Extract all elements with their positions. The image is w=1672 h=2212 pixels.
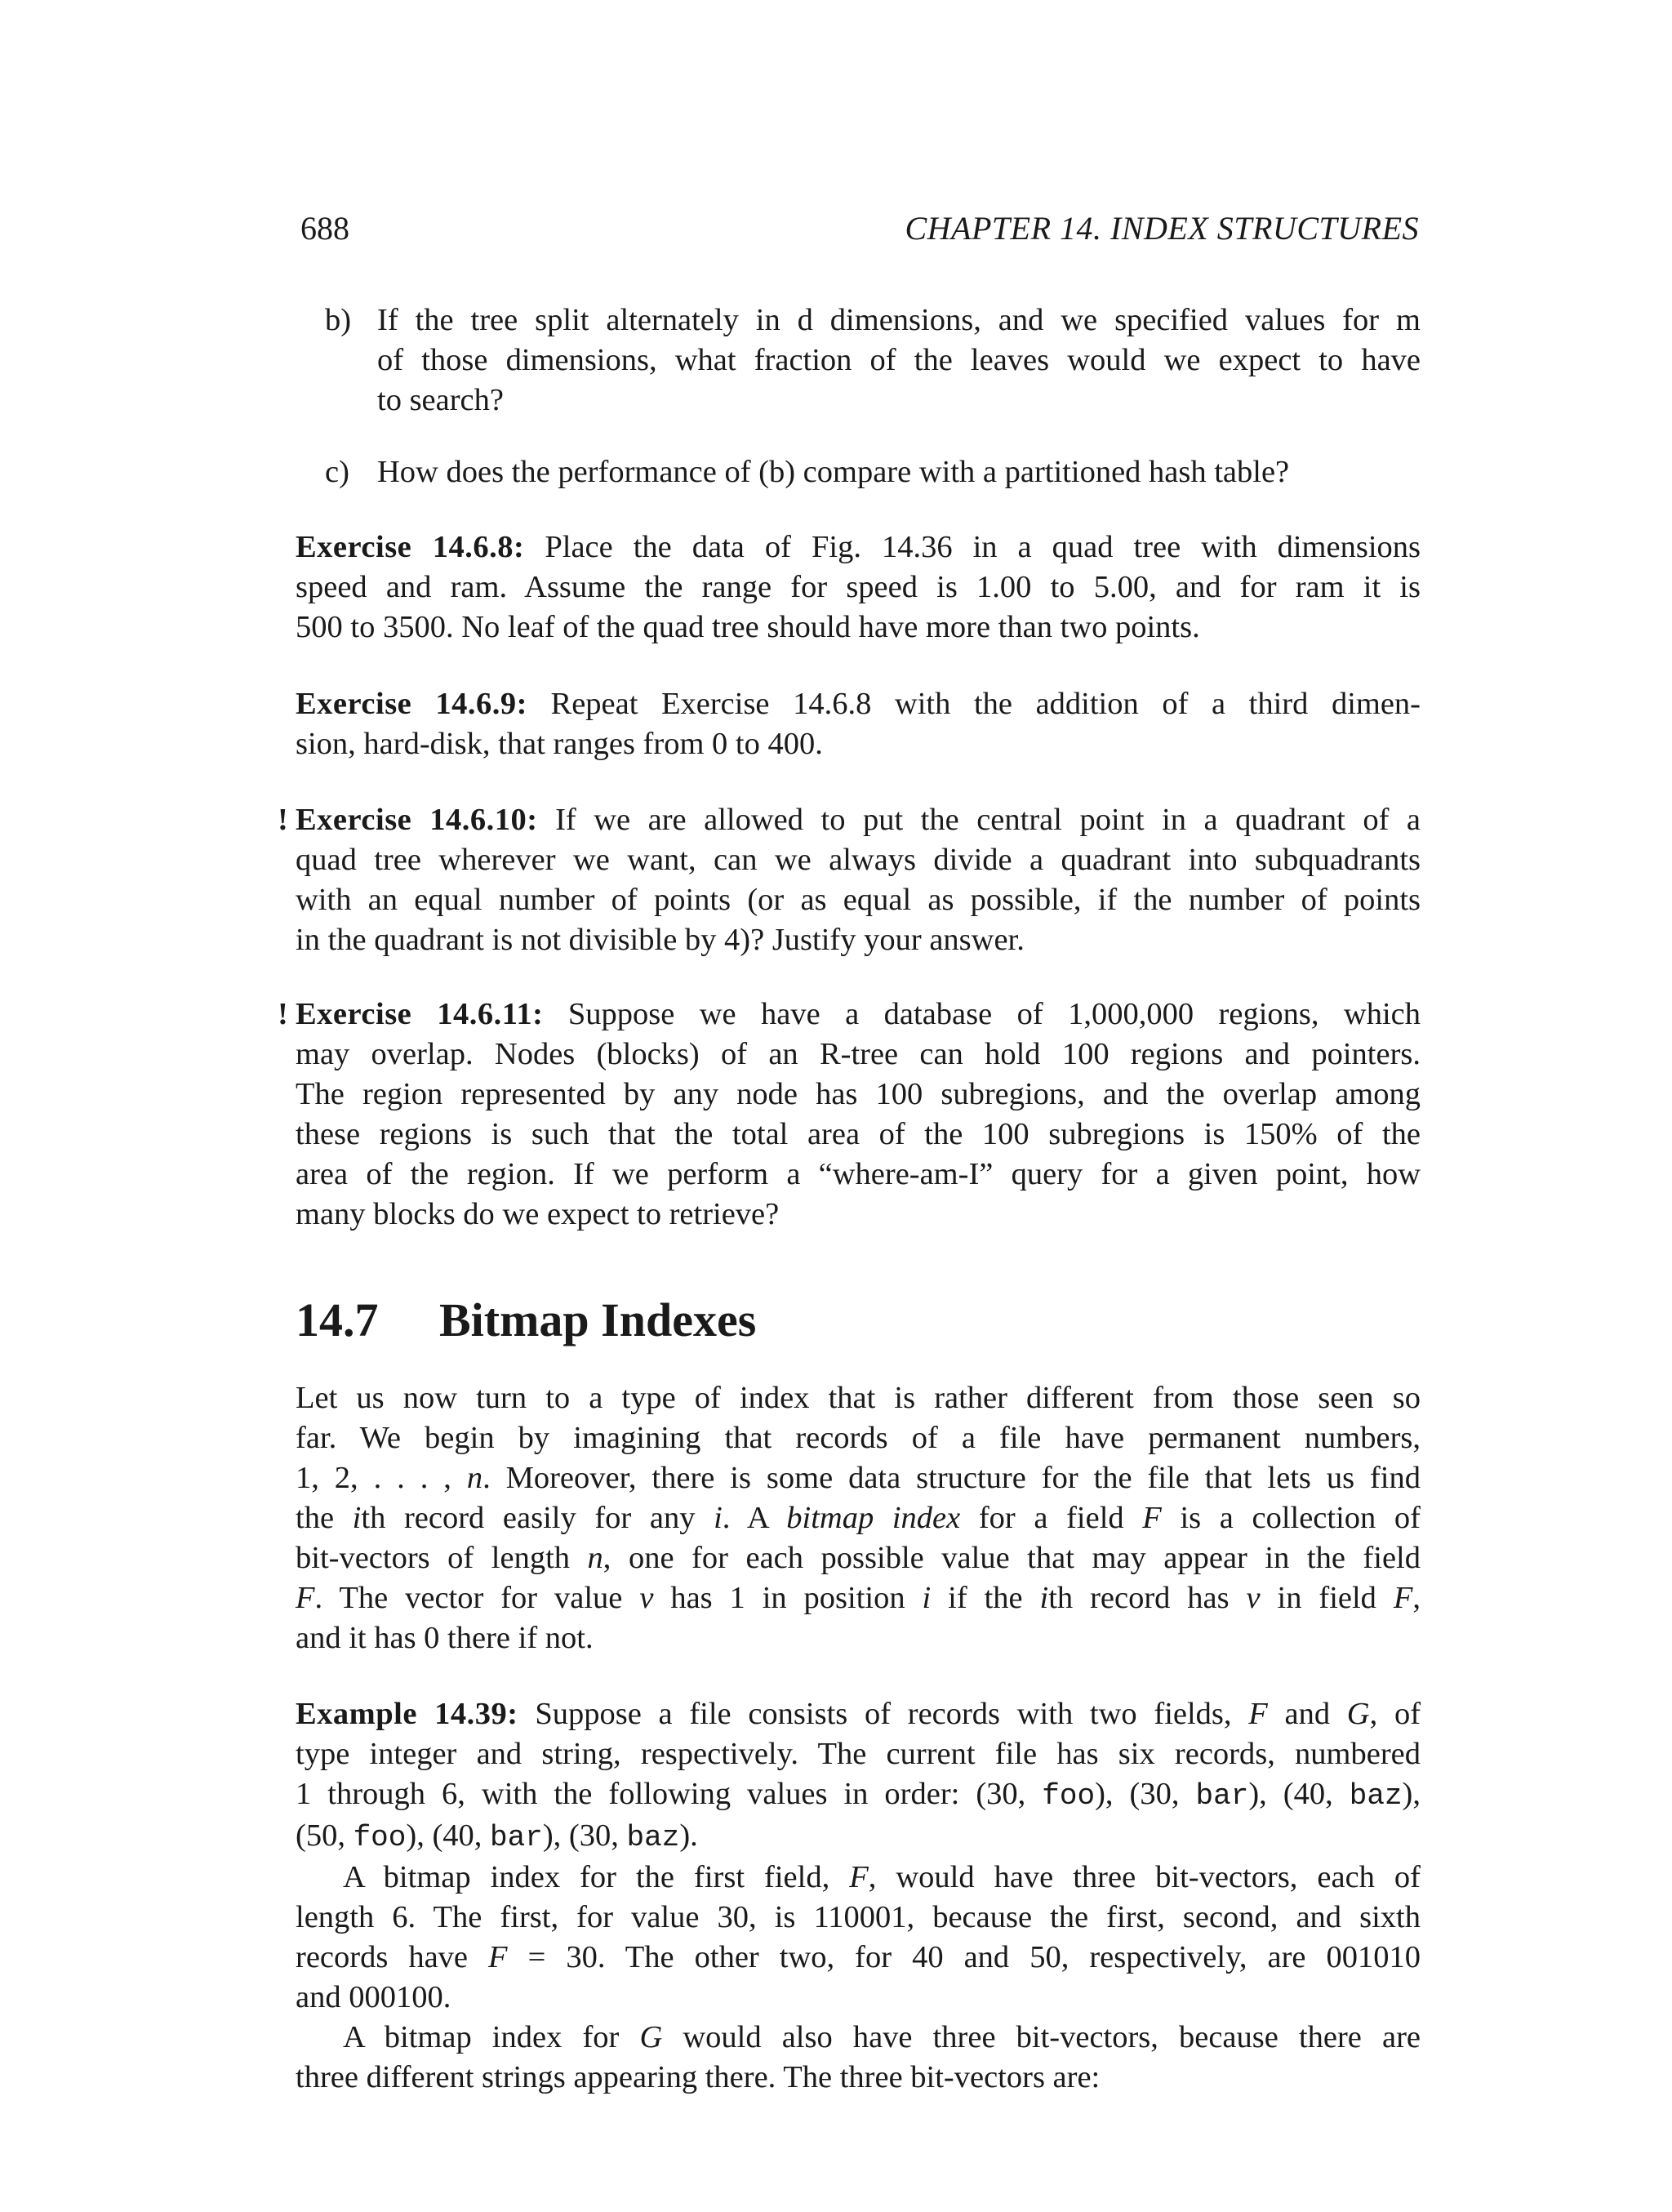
text-run: , of bbox=[1369, 1697, 1421, 1731]
text-line bbox=[296, 1458, 1421, 1498]
exercise-14-6-8 bbox=[296, 527, 1421, 648]
text-line: three different strings appearing there. The three bit-vectors are: bbox=[296, 2060, 1101, 2094]
text-run: has 1 in position bbox=[653, 1581, 923, 1615]
exercise-14-6-10 bbox=[278, 800, 1421, 960]
text-line: length 6. The first, for value 30, is 110001, because the first, second, and sixth bbox=[296, 1900, 1421, 1934]
math-n: n bbox=[587, 1541, 603, 1575]
text-line: How does the performance of (b) compare with a partitioned hash table? bbox=[377, 455, 1290, 489]
text-run: th record easily for any bbox=[361, 1501, 714, 1535]
code-foo: foo bbox=[1042, 1779, 1096, 1813]
section-number: 14.7 bbox=[296, 1293, 379, 1346]
exercise-label: Exercise 14.6.8: bbox=[296, 530, 525, 564]
math-i: i bbox=[352, 1501, 362, 1535]
page-number: 688 bbox=[300, 210, 349, 247]
text-line bbox=[296, 1694, 1421, 1734]
text-line: sion, hard-disk, that ranges from 0 to 400. bbox=[296, 727, 823, 761]
exercise-14-6-11 bbox=[278, 995, 1421, 1235]
text-run: is a collection of bbox=[1161, 1501, 1421, 1535]
text-run: and bbox=[1267, 1697, 1347, 1731]
text-line bbox=[296, 2018, 1421, 2058]
text-run: th record has bbox=[1048, 1581, 1247, 1615]
text-run: If we are allowed to put the central point in a quadrant of a bbox=[555, 803, 1421, 837]
exercise-label: Exercise 14.6.10: bbox=[296, 803, 538, 837]
text-line: If the tree split alternately in d dimensions, and we specified values for m bbox=[377, 303, 1421, 337]
text-run: Repeat Exercise 14.6.8 with the addition of a third dimen- bbox=[550, 687, 1421, 721]
text-run: . Moreover, there is some data structure for the file that lets us find bbox=[482, 1461, 1421, 1495]
math-G: G bbox=[1346, 1697, 1370, 1731]
text-run: . The vector for value bbox=[314, 1581, 640, 1615]
section-title: Bitmap Indexes bbox=[439, 1293, 757, 1346]
text-run: records have bbox=[296, 1940, 489, 1974]
text-line bbox=[296, 1538, 1421, 1578]
example-label: Example 14.39: bbox=[296, 1697, 518, 1731]
text-run: . A bbox=[722, 1501, 787, 1535]
intro-paragraph bbox=[296, 1378, 1421, 1658]
text-line: area of the region. If we perform a “where-am-I” query for a given point, how bbox=[296, 1157, 1421, 1191]
exercise-14-6-9 bbox=[296, 684, 1421, 764]
text-line bbox=[296, 995, 1421, 1035]
math-F: F bbox=[1142, 1501, 1162, 1535]
math-F: F bbox=[296, 1581, 315, 1615]
text-line: many blocks do we expect to retrieve? bbox=[296, 1197, 780, 1231]
text-run: for a field bbox=[960, 1501, 1143, 1535]
text-run: = 30. The other two, for 40 and 50, respectively, are 001010 bbox=[507, 1940, 1421, 1974]
text-run: if the bbox=[931, 1581, 1040, 1615]
text-line: to search? bbox=[377, 383, 504, 417]
text-run: Suppose a file consists of records with two fields, bbox=[535, 1697, 1249, 1731]
text-line: 1 through 6, with the following values in order: (30, foo), (30, bar), (40, baz), bbox=[296, 1777, 1421, 1813]
text-line: speed and ram. Assume the range for speed is 1.00 to 5.00, and for ram it is bbox=[296, 570, 1421, 604]
text-line bbox=[296, 1858, 1421, 1898]
code-bar: bar bbox=[1195, 1779, 1249, 1813]
part-text bbox=[377, 452, 1421, 492]
text-run: would also have three bit-vectors, because there are bbox=[662, 2020, 1421, 2054]
difficulty-mark: ! bbox=[278, 803, 288, 837]
running-head: CHAPTER 14. INDEX STRUCTURES bbox=[905, 210, 1419, 247]
text-run: A bitmap index for bbox=[343, 2020, 640, 2054]
math-F: F bbox=[488, 1940, 508, 1974]
text-line: with an equal number of points (or as equal as possible, if the number of points bbox=[296, 883, 1421, 917]
page-header bbox=[300, 204, 1419, 253]
math-F: F bbox=[1248, 1697, 1268, 1731]
text-run: bit-vectors of length bbox=[296, 1541, 588, 1575]
text-run: 1 through 6, with the following values in order: (30, bbox=[296, 1777, 1043, 1811]
text-line: (50, foo), (40, bar), (30, baz). bbox=[296, 1818, 698, 1854]
term-bitmap-index: bitmap index bbox=[786, 1501, 961, 1535]
text-run: Place the data of Fig. 14.36 in a quad tree with dimensions bbox=[545, 530, 1421, 564]
text-line: 500 to 3500. No leaf of the quad tree should have more than two points. bbox=[296, 610, 1200, 644]
part-label: b) bbox=[325, 303, 352, 337]
exercise-label: Exercise 14.6.11: bbox=[296, 997, 544, 1031]
text-line: Let us now turn to a type of index that is rather different from those seen so bbox=[296, 1381, 1421, 1415]
text-run: A bitmap index for the first field, bbox=[343, 1860, 850, 1894]
text-run: , bbox=[1412, 1581, 1421, 1615]
text-line: type integer and string, respectively. The current file has six records, numbered bbox=[296, 1737, 1421, 1771]
text-run: , one for each possible value that may appear in the field bbox=[603, 1541, 1421, 1575]
text-line: and it has 0 there if not. bbox=[296, 1621, 594, 1655]
math-i: i bbox=[714, 1501, 723, 1535]
code-foo: foo bbox=[353, 1821, 407, 1854]
math-v: v bbox=[639, 1581, 654, 1615]
text-line: in the quadrant is not divisible by 4)? Justify your answer. bbox=[296, 923, 1025, 957]
text-run: in field bbox=[1260, 1581, 1394, 1615]
text-line bbox=[296, 684, 1421, 724]
text-run: 1, 2, . . . , bbox=[296, 1461, 467, 1495]
text-run: Suppose we have a database of 1,000,000 regions, which bbox=[567, 997, 1421, 1031]
text-line: and 000100. bbox=[296, 1980, 451, 2014]
text-line bbox=[296, 527, 1421, 567]
math-i: i bbox=[1039, 1581, 1049, 1615]
text-run: , would have three bit-vectors, each of bbox=[868, 1860, 1421, 1894]
math-i: i bbox=[922, 1581, 932, 1615]
text-line bbox=[296, 800, 1421, 840]
math-n: n bbox=[466, 1461, 483, 1495]
text-line: quad tree wherever we want, can we always divide a quadrant into subquadrants bbox=[296, 843, 1421, 877]
math-G: G bbox=[639, 2020, 663, 2054]
text-line bbox=[296, 1498, 1421, 1538]
code-bar: bar bbox=[490, 1821, 543, 1854]
text-line: these regions is such that the total area of the 100 subregions is 150% of the bbox=[296, 1117, 1421, 1151]
text-line: far. We begin by imagining that records of a file have permanent numbers, bbox=[296, 1421, 1421, 1455]
math-F: F bbox=[1393, 1581, 1413, 1615]
code-baz: baz bbox=[1349, 1779, 1403, 1813]
text-line bbox=[296, 1578, 1421, 1618]
section-heading bbox=[296, 1292, 756, 1349]
example-14-39 bbox=[296, 1694, 1421, 2098]
text-line: The region represented by any node has 100 subregions, and the overlap among bbox=[296, 1077, 1421, 1111]
text-line: of those dimensions, what fraction of the leaves would we expect to have bbox=[377, 343, 1421, 377]
part-text bbox=[377, 300, 1421, 421]
math-v: v bbox=[1246, 1581, 1261, 1615]
code-baz: baz bbox=[626, 1821, 680, 1854]
text-line bbox=[296, 1938, 1421, 1978]
text-line: may overlap. Nodes (blocks) of an R-tree can hold 100 regions and pointers. bbox=[296, 1037, 1421, 1071]
exercise-label: Exercise 14.6.9: bbox=[296, 687, 527, 721]
math-F: F bbox=[849, 1860, 869, 1894]
difficulty-mark: ! bbox=[278, 997, 288, 1031]
part-label: c) bbox=[325, 455, 349, 489]
text-run: the bbox=[296, 1501, 353, 1535]
